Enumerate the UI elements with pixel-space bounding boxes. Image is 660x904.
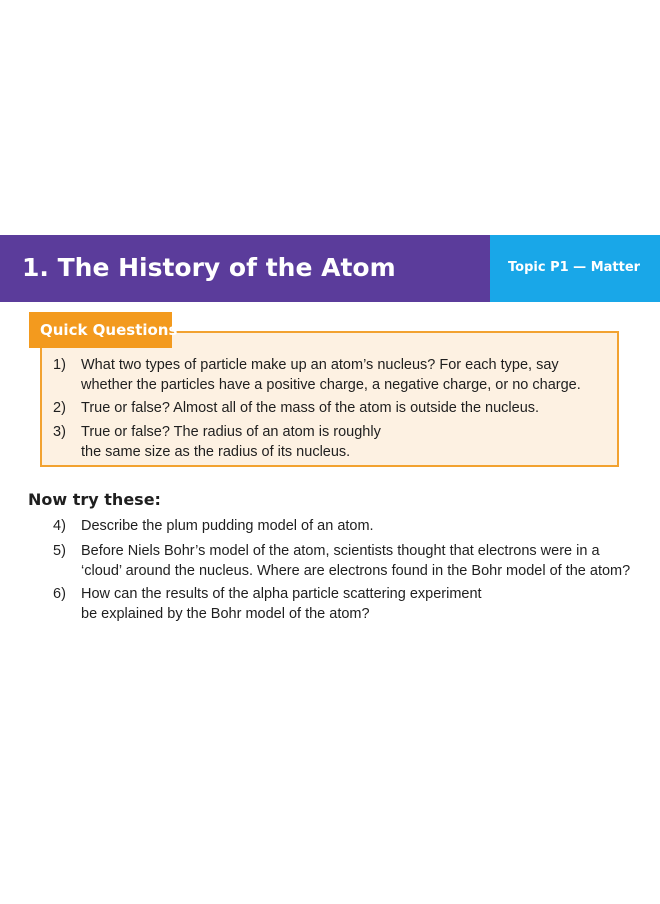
quick-questions-tab — [29, 312, 178, 348]
quick-questions-label: Quick Questions — [40, 321, 178, 339]
question-text: How can the results of the alpha particle scattering experiment be explained by the Bohr model of the atom? — [81, 586, 482, 622]
question-text: What two types of particle make up an atom’s nucleus? For each type, say whether the particles have a positive charge, a negative charge, or no charge. — [81, 357, 581, 393]
page-header — [0, 235, 660, 302]
question-number: 4) — [53, 518, 66, 534]
topic-label: Topic P1 — Matter — [508, 260, 641, 275]
question-number: 5) — [53, 543, 66, 559]
question-text: Before Niels Bohr’s model of the atom, scientists thought that electrons were in a ‘cloud’ around the nucleus. Where are electrons found in the Bohr model of the atom? — [81, 543, 631, 579]
question-number: 1) — [53, 357, 66, 373]
question-number: 2) — [53, 400, 66, 416]
now-try-heading: Now try these: — [28, 490, 161, 509]
page-title: 1. The History of the Atom — [22, 253, 396, 282]
topic-banner — [490, 235, 660, 302]
question-text: True or false? The radius of an atom is roughly the same size as the radius of its nucleus. — [81, 424, 381, 460]
question-number: 6) — [53, 586, 66, 602]
title-banner — [0, 235, 490, 302]
question-number: 3) — [53, 424, 66, 440]
question-text: True or false? Almost all of the mass of the atom is outside the nucleus. — [81, 400, 540, 416]
question-text: Describe the plum pudding model of an atom. — [81, 518, 374, 534]
